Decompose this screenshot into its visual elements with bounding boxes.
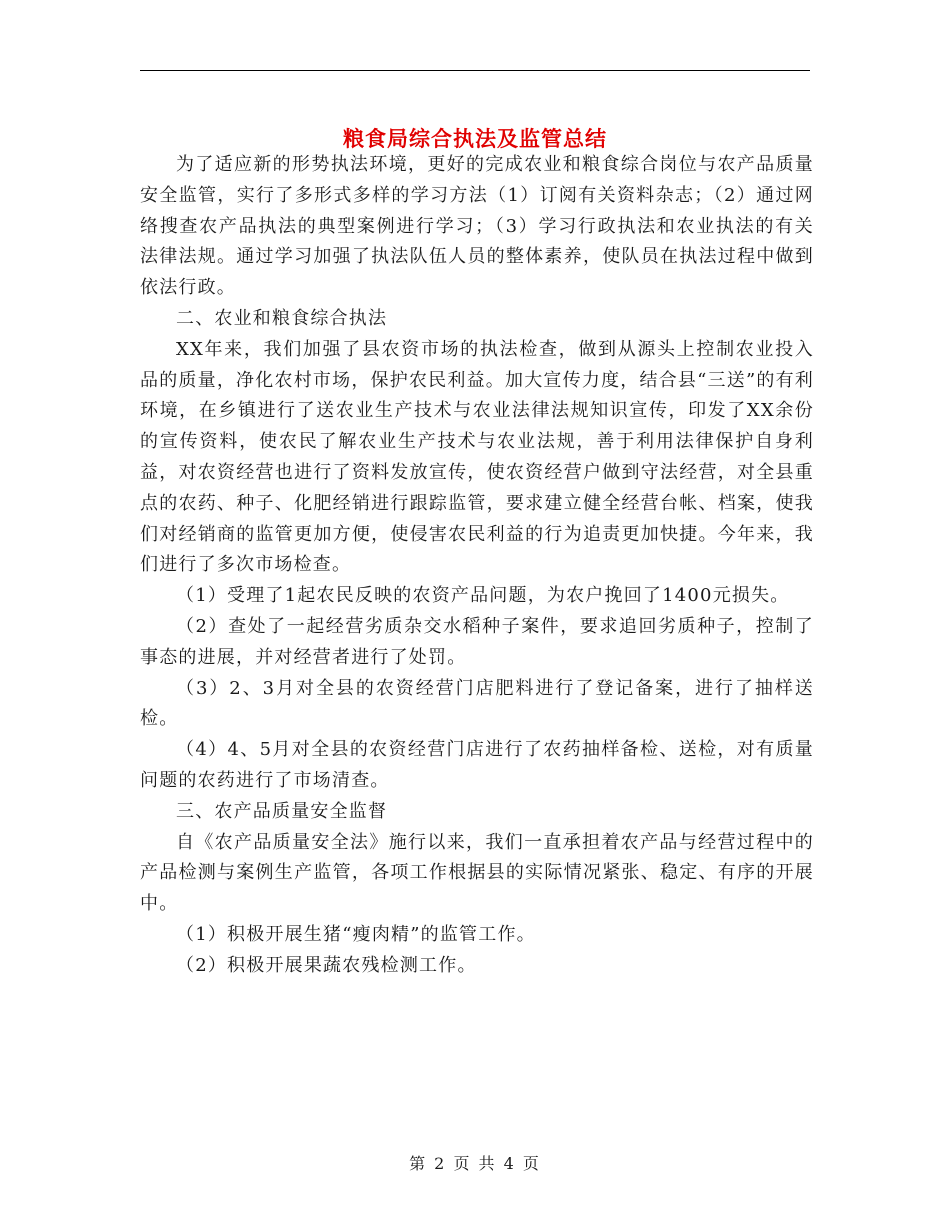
page-number: 第 2 页 共 4 页 (409, 1154, 541, 1173)
list-item-1: （1）受理了1起农民反映的农资产品问题，为农户挽回了1400元损失。 (176, 585, 790, 607)
list-item-5: （1）积极开展生猪“瘦肉精”的监管工作。 (176, 923, 536, 945)
list-item-2: （2）查处了一起经营劣质杂交水稻种子案件，要求追回劣质种子，控制了事态的进展，并对经营者进行了处罚。 (140, 615, 814, 668)
header-rule (140, 70, 810, 71)
list-item-6: （2）积极开展果蔬农残检测工作。 (176, 954, 477, 976)
document-title: 粮食局综合执法及监管总结 (343, 126, 607, 152)
paragraph-enforcement: XX年来，我们加强了县农资市场的执法检查，做到从源头上控制农业投入品的质量，净化农村市场，保护农民利益。加大宣传力度，结合县“三送”的有利环境，在乡镇进行了送农业生产技术与农业法律法规知识宣传，印发了XX余份的宣传资料，使农民了解农业生产技术与农业法规，善于利用法律保护自身利益，对农资经营也进行了资料发放宣传，使农资经营户做到守法经营，对全县重点的农药、种子、化肥经销进行跟踪监管，要求建立健全经营台帐、档案，使我们对经销商的监管更加方便，使侵害农民利益的行为追责更加快捷。今年来，我们进行了多次市场检查。 (140, 338, 814, 576)
section-heading-enforcement: 二、农业和粮食综合执法 (176, 307, 388, 329)
list-item-4: （4）4、5月对全县的农资经营门店进行了农药抽样备检、送检，对有质量问题的农药进行了市场清查。 (140, 739, 814, 791)
list-item-3: （3）2、3月对全县的农资经营门店肥料进行了登记备案，进行了抽样送检。 (140, 677, 814, 730)
paragraph-quality: 自《农产品质量安全法》施行以来，我们一直承担着农产品与经营过程中的产品检测与案例生产监管，各项工作根据县的实际情况紧张、稳定、有序的开展中。 (140, 831, 814, 915)
document-body (140, 150, 814, 982)
section-heading-quality: 三、农产品质量安全监督 (176, 800, 388, 822)
paragraph-intro: 为了适应新的形势执法环境，更好的完成农业和粮食综合岗位与农产品质量安全监管，实行了多形式多样的学习方法（1）订阅有关资料杂志；（2）通过网络搜查农产品执法的典型案例进行学习；（3）学习行政执法和农业执法的有关法律法规。通过学习加强了执法队伍人员的整体素养，使队员在执法过程中做到依法行政。 (140, 154, 814, 299)
